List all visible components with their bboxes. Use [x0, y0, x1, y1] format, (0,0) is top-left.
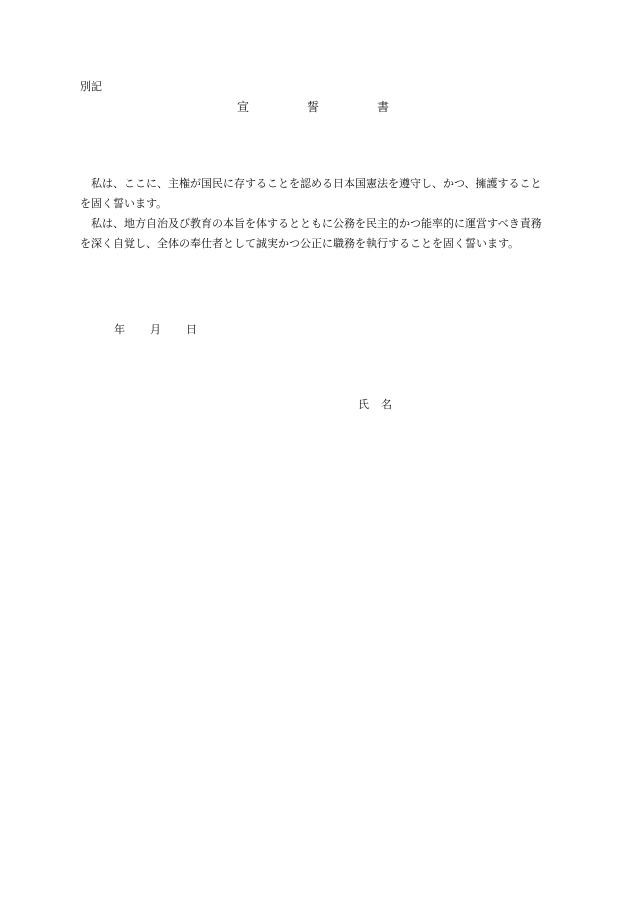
- title-char-3: 書: [377, 100, 390, 114]
- oath-paragraph-2: 私は、地方自治及び教育の本旨を体するとともに公務を民主的かつ能率的に運営すべき責務を深く自覚し、全体の奉仕者として誠実かつ公正に職務を執行することを固く誓います。: [80, 217, 542, 250]
- date-line: [0, 322, 630, 338]
- oath-paragraph-1: 私は、ここに、主権が国民に存することを認める日本国憲法を遵守し、かつ、擁護することを固く誓います。: [80, 177, 542, 210]
- title-char-2: 誓: [307, 100, 320, 114]
- title-char-1: 宣: [237, 100, 250, 114]
- signature-label-part-2: 名: [381, 398, 392, 411]
- signature-line: [0, 397, 630, 413]
- oath-body: [80, 174, 550, 254]
- signature-label-part-1: 氏: [358, 398, 369, 411]
- document-title: [0, 99, 630, 115]
- appendix-label: 別記: [80, 80, 102, 93]
- date-year-label: 年: [114, 323, 125, 336]
- date-month-label: 月: [150, 323, 161, 336]
- date-day-label: 日: [186, 323, 197, 336]
